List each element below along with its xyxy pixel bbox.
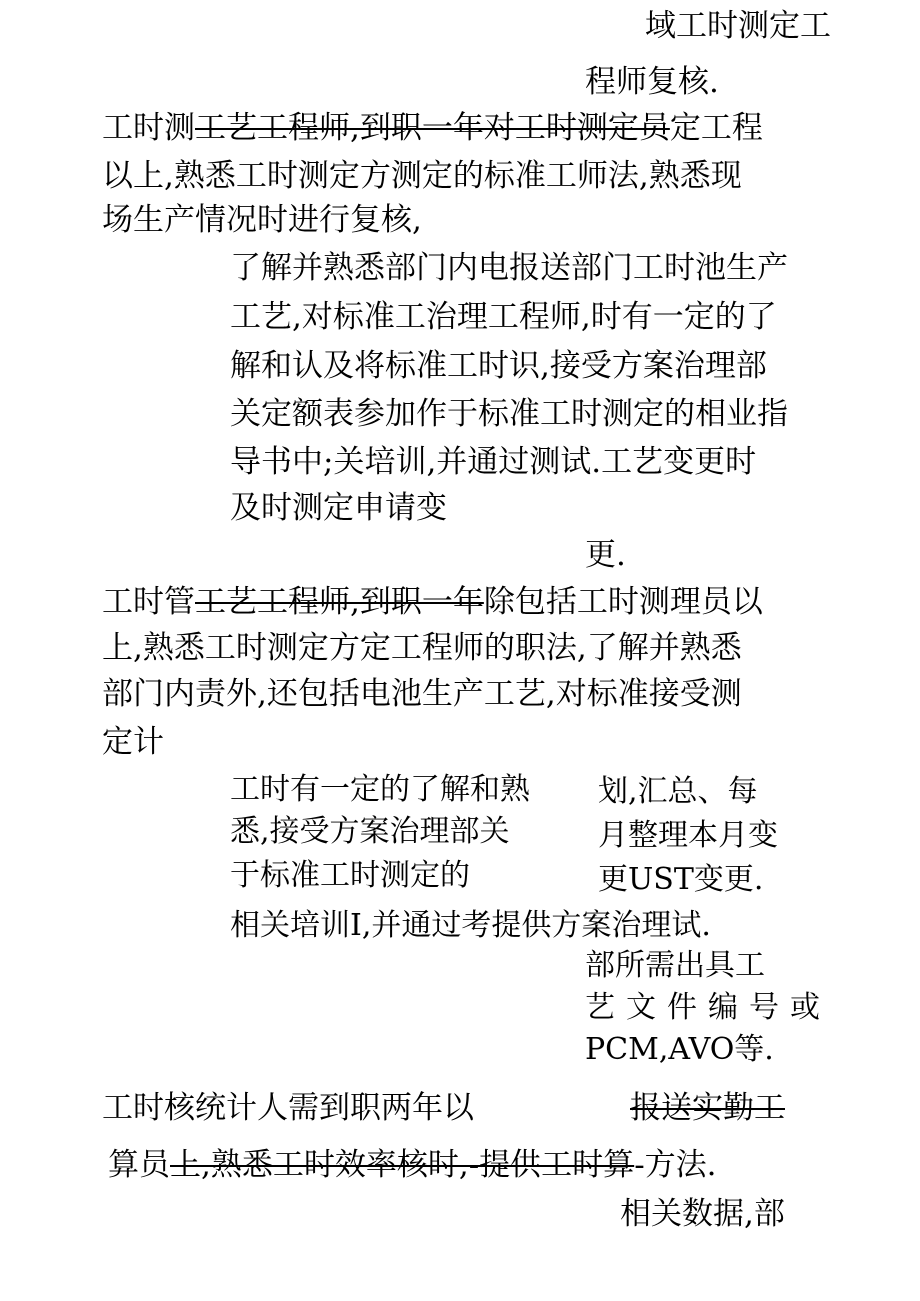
text-line: 解和认及将标准工时识,接受方案治理部 (230, 348, 767, 384)
text-line: 月整理本月变 (598, 818, 778, 853)
text-line: 部门内责外,还包括电池生产工艺,对标准接受测 (102, 676, 742, 712)
text-line: 导书中;关培训,并通过测试.工艺变更时 (230, 444, 757, 480)
text-line (102, 582, 763, 622)
text-segment: 定工程 (669, 110, 763, 146)
text-line (102, 108, 763, 148)
text-line: 相关培训I,并通过考提供方案治理试. (230, 908, 711, 943)
text-line: 程师复核. (585, 64, 719, 100)
text-line: 相关数据,部 (620, 1196, 785, 1232)
text-segment: 工时管 (102, 584, 195, 620)
text-line: 关定额表参加作于标准工时测定的相业指 (230, 396, 788, 432)
text-line: 更. (585, 537, 626, 573)
text-line: 工艺,对标准工治理工程师,时有一定的了 (230, 299, 777, 335)
text-line: 艺文件编号或 (585, 990, 831, 1025)
text-line: 定计 (102, 724, 164, 760)
text-line (108, 1145, 717, 1185)
text-line: 上,熟悉工时测定方定工程师的职法,了解并熟悉 (102, 630, 742, 666)
struck-text: 报送实勤工 (630, 1090, 785, 1126)
text-segment: 算员 (108, 1147, 170, 1183)
text-line: 更UST变更. (598, 862, 764, 897)
text-line: 域工时测定工 (645, 8, 831, 44)
struck-text: 工艺工程师,到职一年 (195, 584, 484, 620)
text-line: 及时测定申请变 (230, 490, 447, 526)
text-line: 了解并熟悉部门内电报送部门工时池生产 (230, 250, 788, 286)
text-line: 于标准工时测定的 (230, 858, 470, 893)
struck-text: 工艺工程师,到职一年对工时测定员 (195, 110, 670, 146)
text-line: 以上,熟悉工时测定方测定的标准工师法,熟悉现 (102, 158, 742, 194)
text-line: 悉,接受方案治理部关 (230, 814, 510, 849)
text-line: 场生产情况时进行复核, (102, 202, 422, 238)
text-segment: -方法. (634, 1147, 717, 1183)
text-line: PCM,AVO等. (585, 1032, 774, 1067)
text-line: 工时核统计人需到职两年以 (102, 1090, 474, 1126)
struck-text: 上,熟悉工时效率核时,-提供工时算 (170, 1147, 635, 1183)
text-segment: 除包括工时测理员以 (483, 584, 763, 620)
text-segment: 工时测 (102, 110, 195, 146)
text-line: 划,汇总、每 (598, 774, 758, 809)
text-line: 部所需出具工 (585, 948, 765, 983)
text-line: 工时有一定的了解和熟 (230, 772, 530, 807)
